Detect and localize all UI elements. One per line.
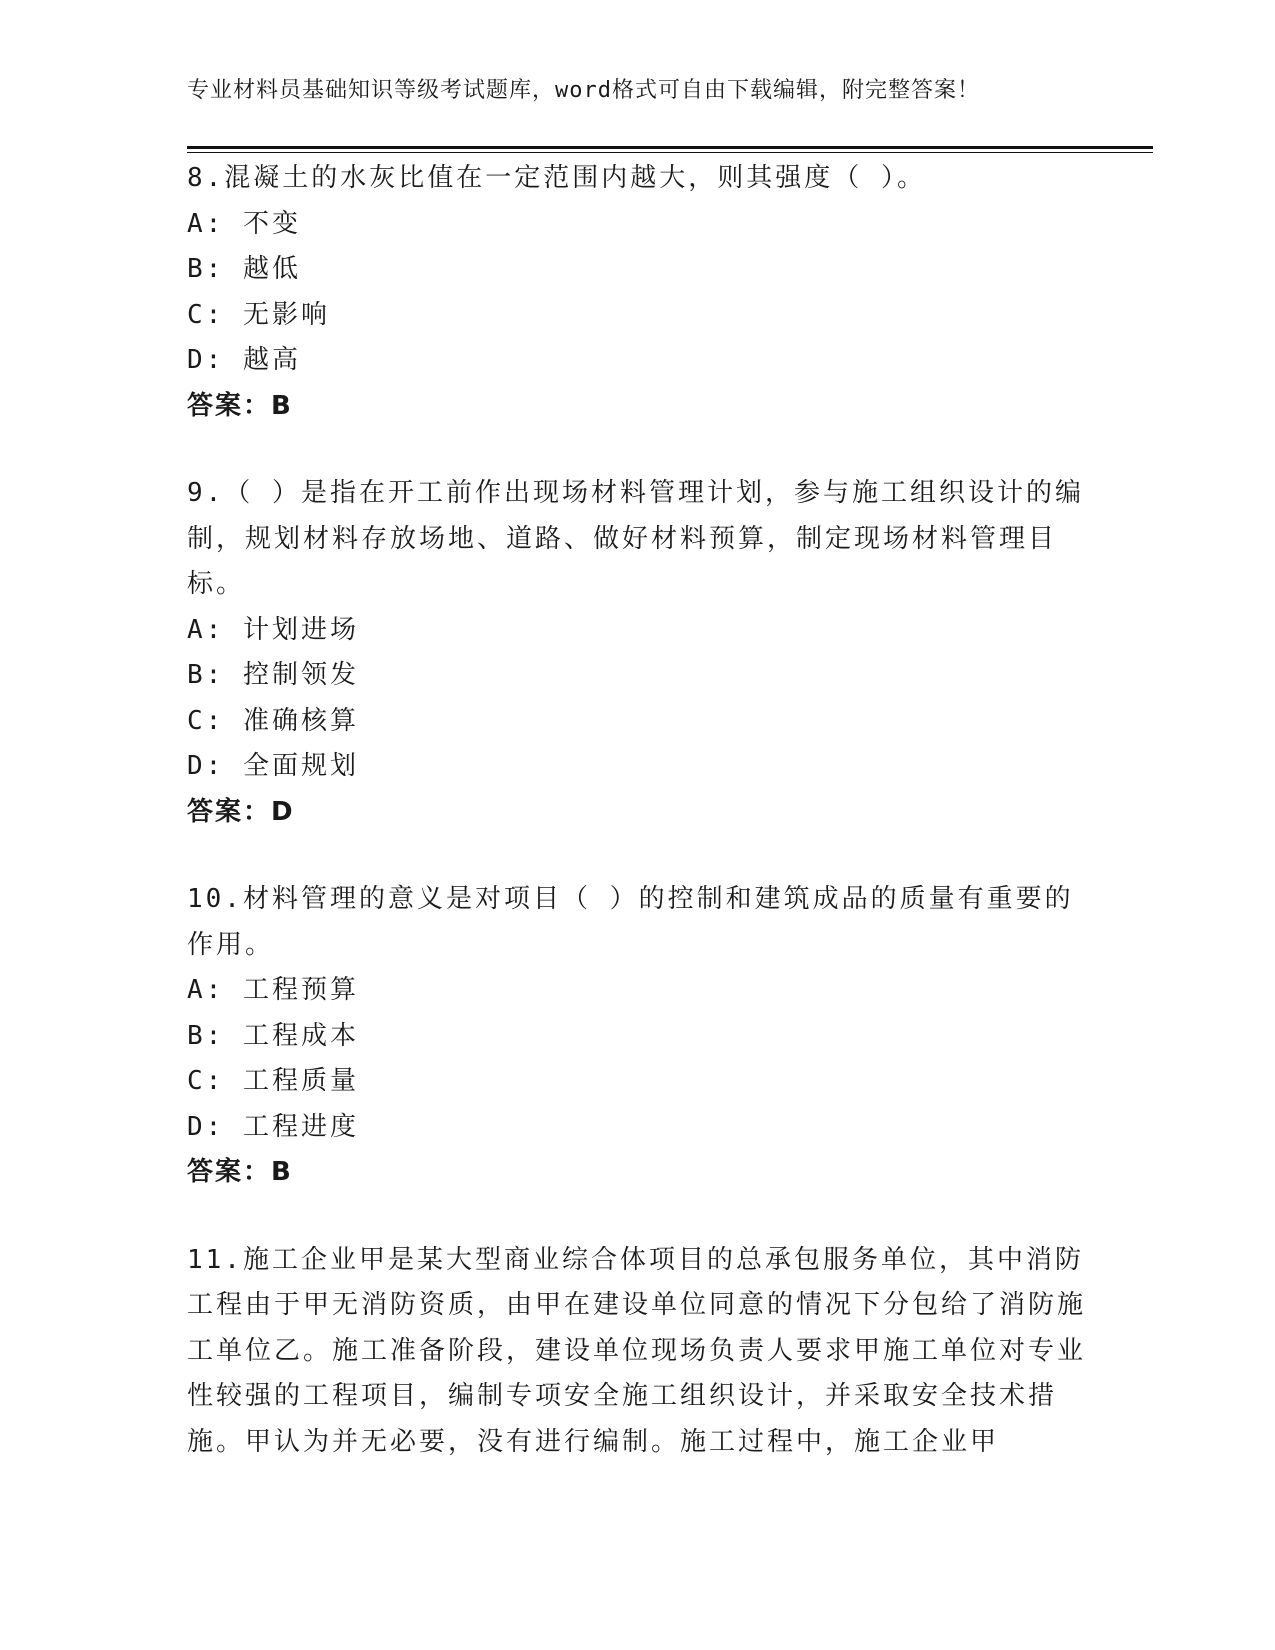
option-b	[187, 653, 1087, 699]
question-8	[187, 156, 1087, 429]
option-text: 越高	[242, 345, 301, 375]
header-rule-thick	[187, 146, 1153, 149]
option-label: D:	[187, 1111, 225, 1142]
option-b	[187, 247, 1087, 293]
option-d	[187, 1105, 1087, 1151]
option-label: C:	[187, 299, 225, 330]
option-a	[187, 202, 1087, 248]
option-d	[187, 744, 1087, 790]
option-text: 控制领发	[242, 660, 359, 690]
option-text: 准确核算	[242, 705, 359, 736]
option-text: 不变	[242, 208, 301, 239]
question-9	[187, 471, 1087, 835]
option-text: 计划进场	[242, 614, 359, 645]
option-c	[187, 293, 1087, 339]
option-label: D:	[187, 751, 225, 781]
answer-line: 答案：D	[187, 796, 295, 827]
option-label: A:	[187, 208, 225, 239]
option-label: B:	[187, 660, 225, 690]
option-text: 工程进度	[242, 1111, 359, 1142]
answer-line: 答案：B	[187, 390, 293, 421]
option-d	[187, 338, 1087, 384]
option-text: 工程成本	[242, 1020, 359, 1051]
option-label: C:	[187, 1066, 225, 1096]
question-stem: 8.混凝土的水灰比值在一定范围内越大，则其强度（ ）。	[187, 163, 926, 193]
option-label: A:	[187, 975, 225, 1005]
option-label: D:	[187, 345, 225, 375]
option-text: 全面规划	[242, 751, 359, 781]
option-text: 工程质量	[242, 1066, 359, 1096]
option-text: 工程预算	[242, 975, 359, 1005]
question-list	[187, 156, 1087, 1507]
option-c	[187, 699, 1087, 745]
option-text: 无影响	[242, 299, 330, 330]
option-c	[187, 1059, 1087, 1105]
question-stem: 11.施工企业甲是某大型商业综合体项目的总承包服务单位，其中消防工程由于甲无消防资质，由甲在建设单位同意的情况下分包给了消防施工单位乙。施工准备阶段，建设单位现场负责人要求甲施工单位对专业性较强的工程项目，编制专项安全施工组织设计，并采取安全技术措施。甲认为并无必要，没有进行编制。施工过程中，施工企业甲	[187, 1244, 1087, 1457]
question-10	[187, 877, 1087, 1196]
question-11	[187, 1238, 1087, 1466]
option-label: A:	[187, 614, 225, 645]
option-a	[187, 608, 1087, 654]
option-label: B:	[187, 1020, 225, 1051]
question-stem: 10.材料管理的意义是对项目（ ）的控制和建筑成品的质量有重要的作用。	[187, 884, 1074, 960]
option-a	[187, 968, 1087, 1014]
option-text: 越低	[242, 254, 301, 284]
option-b	[187, 1014, 1087, 1060]
answer-line: 答案：B	[187, 1157, 293, 1187]
page-header: 专业材料员基础知识等级考试题库，word格式可自由下载编辑，附完整答案！	[187, 78, 980, 103]
header-rule-thin	[187, 152, 1153, 153]
option-label: C:	[187, 705, 225, 736]
option-label: B:	[187, 254, 225, 284]
question-stem: 9.（ ）是指在开工前作出现场材料管理计划，参与施工组织设计的编制，规划材料存放场地、道路、做好材料预算，制定现场材料管理目标。	[187, 478, 1084, 599]
